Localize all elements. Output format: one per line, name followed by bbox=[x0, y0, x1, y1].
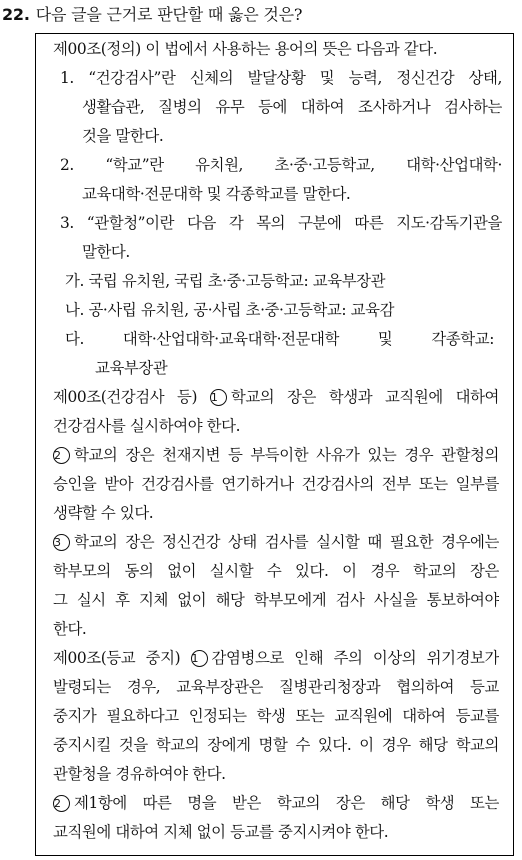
article-school-closure-para-1-line-2: 발령되는 경우, 교육부장관은 질병관리청장과 협의하여 등교 bbox=[53, 678, 499, 696]
circled-number-2: 2 bbox=[53, 795, 70, 812]
definition-1-line-2: 생활습관, 질병의 유무 등에 대하여 조사하거나 검사하는 bbox=[82, 98, 502, 116]
definition-3-line-2: 말한다. bbox=[82, 243, 130, 261]
article-school-closure-title: 제00조(등교 중지) bbox=[53, 649, 181, 667]
definition-3-item-da-line-1: 다. 대학·산업대학·교육대학·전문대학 및 각종학교: bbox=[65, 330, 494, 348]
article-health-check-para-1-line-2: 건강검사를 실시하여야 한다. bbox=[53, 417, 241, 435]
definition-3-item-da-line-2: 교육부장관 bbox=[95, 359, 168, 377]
definition-3-line-1: 3. “관할청”이란 다음 각 목의 구분에 따른 지도·감독기관을 bbox=[60, 214, 502, 232]
definition-3-item-ga: 가. 국립 유치원, 국립 초·중·고등학교: 교육부장관 bbox=[65, 272, 386, 290]
circled-number-3: 3 bbox=[53, 534, 70, 551]
circled-number-1: 1 bbox=[191, 650, 208, 667]
article-school-closure-para-1-line-4: 중지시킬 것을 학교의 장에게 명할 수 있다. 이 경우 해당 학교의 bbox=[53, 736, 499, 754]
article-health-check-para-2-line-1: 2 학교의 장은 천재지변 등 부득이한 사유가 있는 경우 관할청의 bbox=[54, 446, 499, 464]
article-school-closure-para-1-line-3: 중지가 필요하다고 인정되는 학생 또는 교직원에 대하여 등교를 bbox=[53, 707, 499, 725]
article-health-check-para-2-line-3: 생략할 수 있다. bbox=[53, 504, 154, 522]
article-health-check-para-3-line-3: 그 실시 후 지체 없이 해당 학부모에게 검사 사실을 통보하여야 bbox=[53, 591, 499, 609]
passage-box bbox=[35, 33, 514, 856]
definition-3-item-na: 나. 공·사립 유치원, 공·사립 초·중·고등학교: 교육감 bbox=[65, 301, 395, 319]
article-school-closure-para-2-line-2: 교직원에 대하여 지체 없이 등교를 중지시켜야 한다. bbox=[53, 823, 389, 841]
article-health-check-para-3-line-1: 3 학교의 장은 정신건강 상태 검사를 실시할 때 필요한 경우에는 bbox=[54, 533, 499, 551]
question-text: 다음 글을 근거로 판단할 때 옳은 것은? bbox=[35, 5, 303, 24]
article-health-check-para-2-line-2: 승인을 받아 건강검사를 연기하거나 건강검사의 전부 또는 일부를 bbox=[53, 475, 499, 493]
question-header bbox=[2, 2, 302, 28]
article-health-check-para-3-line-4: 한다. bbox=[53, 620, 87, 638]
question-number: 22. bbox=[2, 5, 30, 24]
definition-1-line-1: 1. “건강검사”란 신체의 발달상황 및 능력, 정신건강 상태, bbox=[60, 69, 502, 87]
article-definitions-title: 제00조(정의) 이 법에서 사용하는 용어의 뜻은 다음과 같다. bbox=[53, 40, 438, 58]
article-school-closure-para-1-line-5: 관할청을 경유하여야 한다. bbox=[53, 765, 226, 783]
article-health-check-line-1: 제00조(건강검사 등) 1 학교의 장은 학생과 교직원에 대하여 bbox=[53, 388, 499, 406]
article-health-check-title: 제00조(건강검사 등) bbox=[53, 388, 198, 406]
circled-number-2: 2 bbox=[53, 447, 70, 464]
article-school-closure-line-1: 제00조(등교 중지) 1 감염병으로 인해 주의 이상의 위기경보가 bbox=[53, 649, 499, 667]
article-school-closure-para-2-line-1: 2 제1항에 따른 명을 받은 학교의 장은 해당 학생 또는 bbox=[54, 794, 499, 812]
circled-number-1: 1 bbox=[210, 389, 227, 406]
definition-2-line-2: 교육대학·전문대학 및 각종학교를 말한다. bbox=[82, 185, 351, 203]
definition-1-line-3: 것을 말한다. bbox=[82, 127, 164, 145]
definition-2-line-1: 2. “학교”란 유치원, 초·중·고등학교, 대학·산업대학· bbox=[60, 156, 502, 174]
article-health-check-para-3-line-2: 학부모의 동의 없이 실시할 수 있다. 이 경우 학교의 장은 bbox=[53, 562, 499, 580]
